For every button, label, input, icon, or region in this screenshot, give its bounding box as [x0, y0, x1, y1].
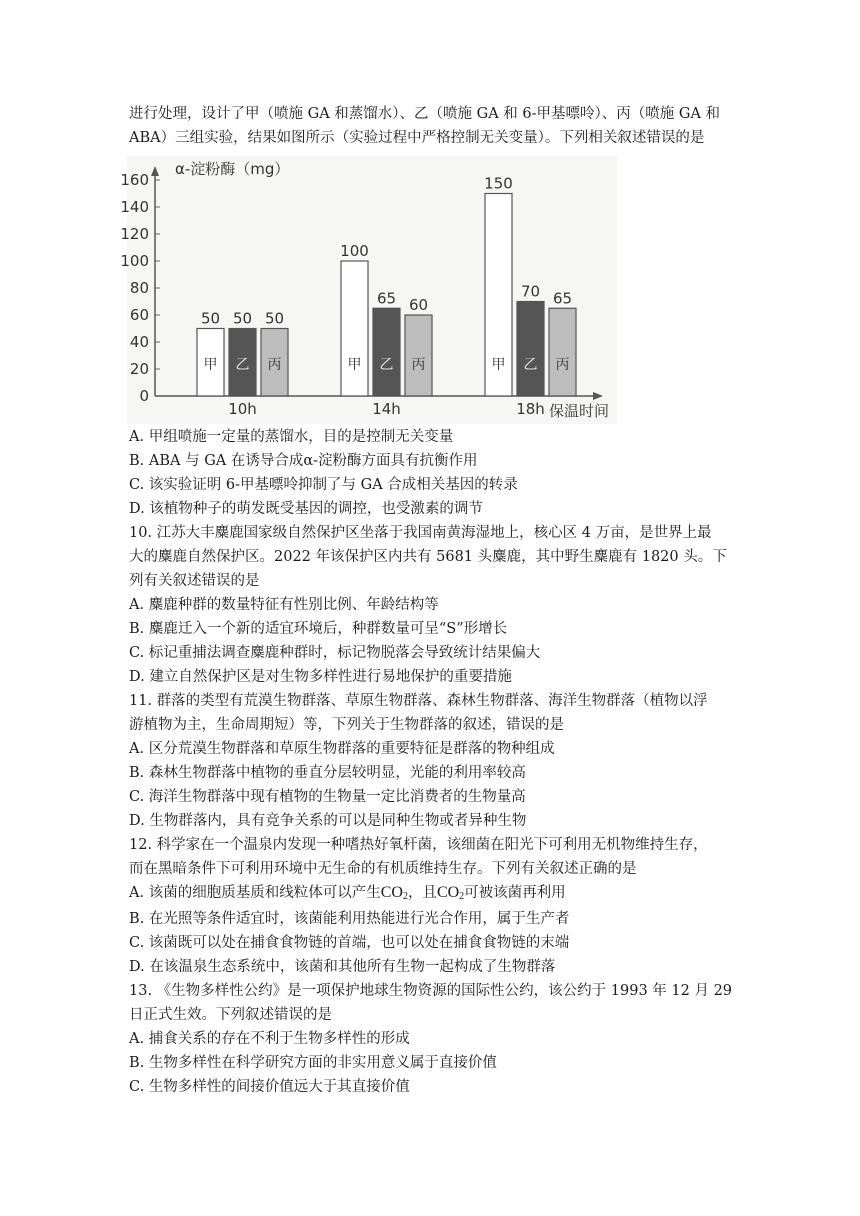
co2-subscript-2: 2 — [459, 891, 465, 902]
co2-text-2: CO — [436, 884, 460, 901]
bar-value-label: 50 — [264, 309, 285, 328]
bar-value-label: 65 — [552, 289, 573, 308]
x-category-label: 18h — [516, 400, 545, 418]
q10-option-c: C. 标记重捕法调查麋鹿种群时，标记物脱落会导致统计结果偏大 — [129, 645, 541, 661]
co2-text: CO — [380, 884, 403, 901]
bar-chart — [120, 156, 617, 424]
q12-stem-2: 而在黑暗条件下可利用环境中无生命的有机质维持生存。下列有关叙述正确的是 — [129, 861, 637, 877]
y-tick-label: 120 — [120, 225, 149, 243]
q9-option-d: D. 该植物种子的萌发既受基因的调控，也受激素的调节 — [129, 501, 483, 517]
q13-option-c: C. 生物多样性的间接价值远大于其直接价值 — [129, 1079, 410, 1095]
q11-option-c: C. 海洋生物群落中现有植物的生物量一定比消费者的生物量高 — [129, 789, 526, 805]
q13-option-b: B. 生物多样性在科学研究方面的非实用意义属于直接价值 — [129, 1055, 497, 1071]
q11-stem-1: 11. 群落的类型有荒漠生物群落、草原生物群落、森林生物群落、海洋生物群落（植物以浮 — [129, 693, 708, 709]
y-tick-label: 100 — [120, 252, 149, 270]
x-axis-title: 保温时间 — [549, 402, 610, 420]
co2-formula-2 — [437, 884, 464, 901]
bar-series-label: 乙 — [523, 357, 538, 373]
bar-series-label: 乙 — [379, 357, 394, 373]
q10-option-b: B. 麋鹿迁入一个新的适宜环境后，种群数量可呈“S”形增长 — [129, 621, 508, 637]
q10-stem-2: 大的麋鹿自然保护区。2022 年该保护区内共有 5681 头麋鹿，其中野生麋鹿有 1820 头。下 — [129, 549, 727, 565]
y-tick-label: 160 — [120, 171, 149, 189]
bar — [517, 302, 544, 397]
q12-option-a-part1: A. 该菌的细胞质基质和线粒体可以产生 — [129, 885, 381, 901]
q12-option-a-part3: 可被该菌再利用 — [464, 885, 566, 901]
intro-line-1: 进行处理，设计了甲（喷施 GA 和蒸馏水）、乙（喷施 GA 和 6-甲基嘌呤）、丙（喷施 GA 和 — [129, 106, 721, 122]
q9-option-a: A. 甲组喷施一定量的蒸馏水，目的是控制无关变量 — [129, 429, 454, 445]
bar-series-label: 丙 — [267, 357, 282, 373]
y-tick-label: 40 — [129, 333, 149, 351]
q12-option-c: C. 该菌既可以处在捕食食物链的首端，也可以处在捕食食物链的末端 — [129, 935, 570, 951]
q9-option-c: C. 该实验证明 6-甲基嘌呤抑制了与 GA 合成相关基因的转录 — [129, 477, 518, 493]
co2-subscript: 2 — [402, 891, 408, 902]
y-tick-label: 140 — [120, 198, 149, 216]
q13-stem-1: 13. 《生物多样性公约》是一项保护地球生物资源的国际性公约，该公约于 1993 年 12 月 29 — [129, 983, 733, 999]
y-tick-label: 20 — [129, 360, 149, 378]
bar-series-label: 乙 — [235, 357, 250, 373]
bar-series-label: 甲 — [491, 357, 506, 373]
q11-option-d: D. 生物群落内，具有竞争关系的可以是同种生物或者异种生物 — [129, 813, 527, 829]
q13-stem-2: 日正式生效。下列叙述错误的是 — [129, 1007, 332, 1023]
bar-chart-svg — [120, 156, 617, 424]
q12-option-d: D. 在该温泉生态系统中，该菌和其他所有生物一起构成了生物群落 — [129, 959, 556, 975]
q11-option-b: B. 森林生物群落中植物的垂直分层较明显，光能的利用率较高 — [129, 765, 526, 781]
x-category-label: 10h — [228, 400, 257, 418]
bar-value-label: 150 — [484, 174, 513, 193]
q13-option-a: A. 捕食关系的存在不利于生物多样性的形成 — [129, 1031, 410, 1047]
y-axis-title: α-淀粉酶（mg） — [175, 160, 290, 178]
bar-series-label: 丙 — [555, 357, 570, 373]
bar-value-label: 65 — [376, 289, 397, 308]
q10-stem-1: 10. 江苏大丰麋鹿国家级自然保护区坐落于我国南黄海湿地上，核心区 4 万亩，是世界上最 — [129, 525, 712, 541]
bar — [341, 261, 368, 396]
bar-series-label: 甲 — [203, 357, 218, 373]
y-tick-label: 60 — [129, 306, 149, 324]
y-tick-label: 0 — [139, 387, 149, 405]
q11-stem-2: 游植物为主，生命周期短）等，下列关于生物群落的叙述，错误的是 — [129, 717, 564, 733]
q12-option-b: B. 在光照等条件适宜时，该菌能利用热能进行光合作用，属于生产者 — [129, 911, 570, 927]
bar-series-label: 丙 — [411, 357, 426, 373]
bar-value-label: 70 — [520, 282, 541, 301]
q10-stem-3: 列有关叙述错误的是 — [129, 573, 260, 589]
y-axis-arrow — [151, 166, 159, 176]
bar-series-label: 甲 — [347, 357, 362, 373]
bar-value-label: 100 — [340, 242, 369, 260]
q9-option-b: B. ABA 与 GA 在诱导合成α-淀粉酶方面具有抗衡作用 — [129, 453, 478, 469]
bar — [373, 308, 400, 396]
q10-option-d: D. 建立自然保护区是对生物多样性进行易地保护的重要措施 — [129, 669, 512, 685]
q11-option-a: A. 区分荒漠生物群落和草原生物群落的重要特征是群落的物种组成 — [129, 741, 555, 757]
bar — [405, 315, 432, 396]
bar-value-label: 60 — [408, 296, 429, 314]
bar — [549, 308, 576, 396]
x-category-label: 14h — [372, 400, 401, 418]
x-axis-arrow — [593, 392, 603, 400]
q12-option-a — [129, 882, 566, 908]
q10-option-a: A. 麋鹿种群的数量特征有性别比例、年龄结构等 — [129, 597, 439, 613]
bar-value-label: 50 — [232, 309, 253, 328]
bar-value-label: 50 — [200, 309, 221, 328]
q12-option-a-part2: ，且 — [407, 885, 437, 901]
y-tick-label: 80 — [129, 279, 149, 297]
co2-formula — [381, 884, 408, 901]
q12-stem-1: 12. 科学家在一个温泉内发现一种嗜热好氧杆菌，该细菌在阳光下可利用无机物维持生存， — [129, 837, 708, 853]
intro-line-2: ABA）三组实验，结果如图所示（实验过程中严格控制无关变量）。下列相关叙述错误的是 — [129, 130, 705, 146]
